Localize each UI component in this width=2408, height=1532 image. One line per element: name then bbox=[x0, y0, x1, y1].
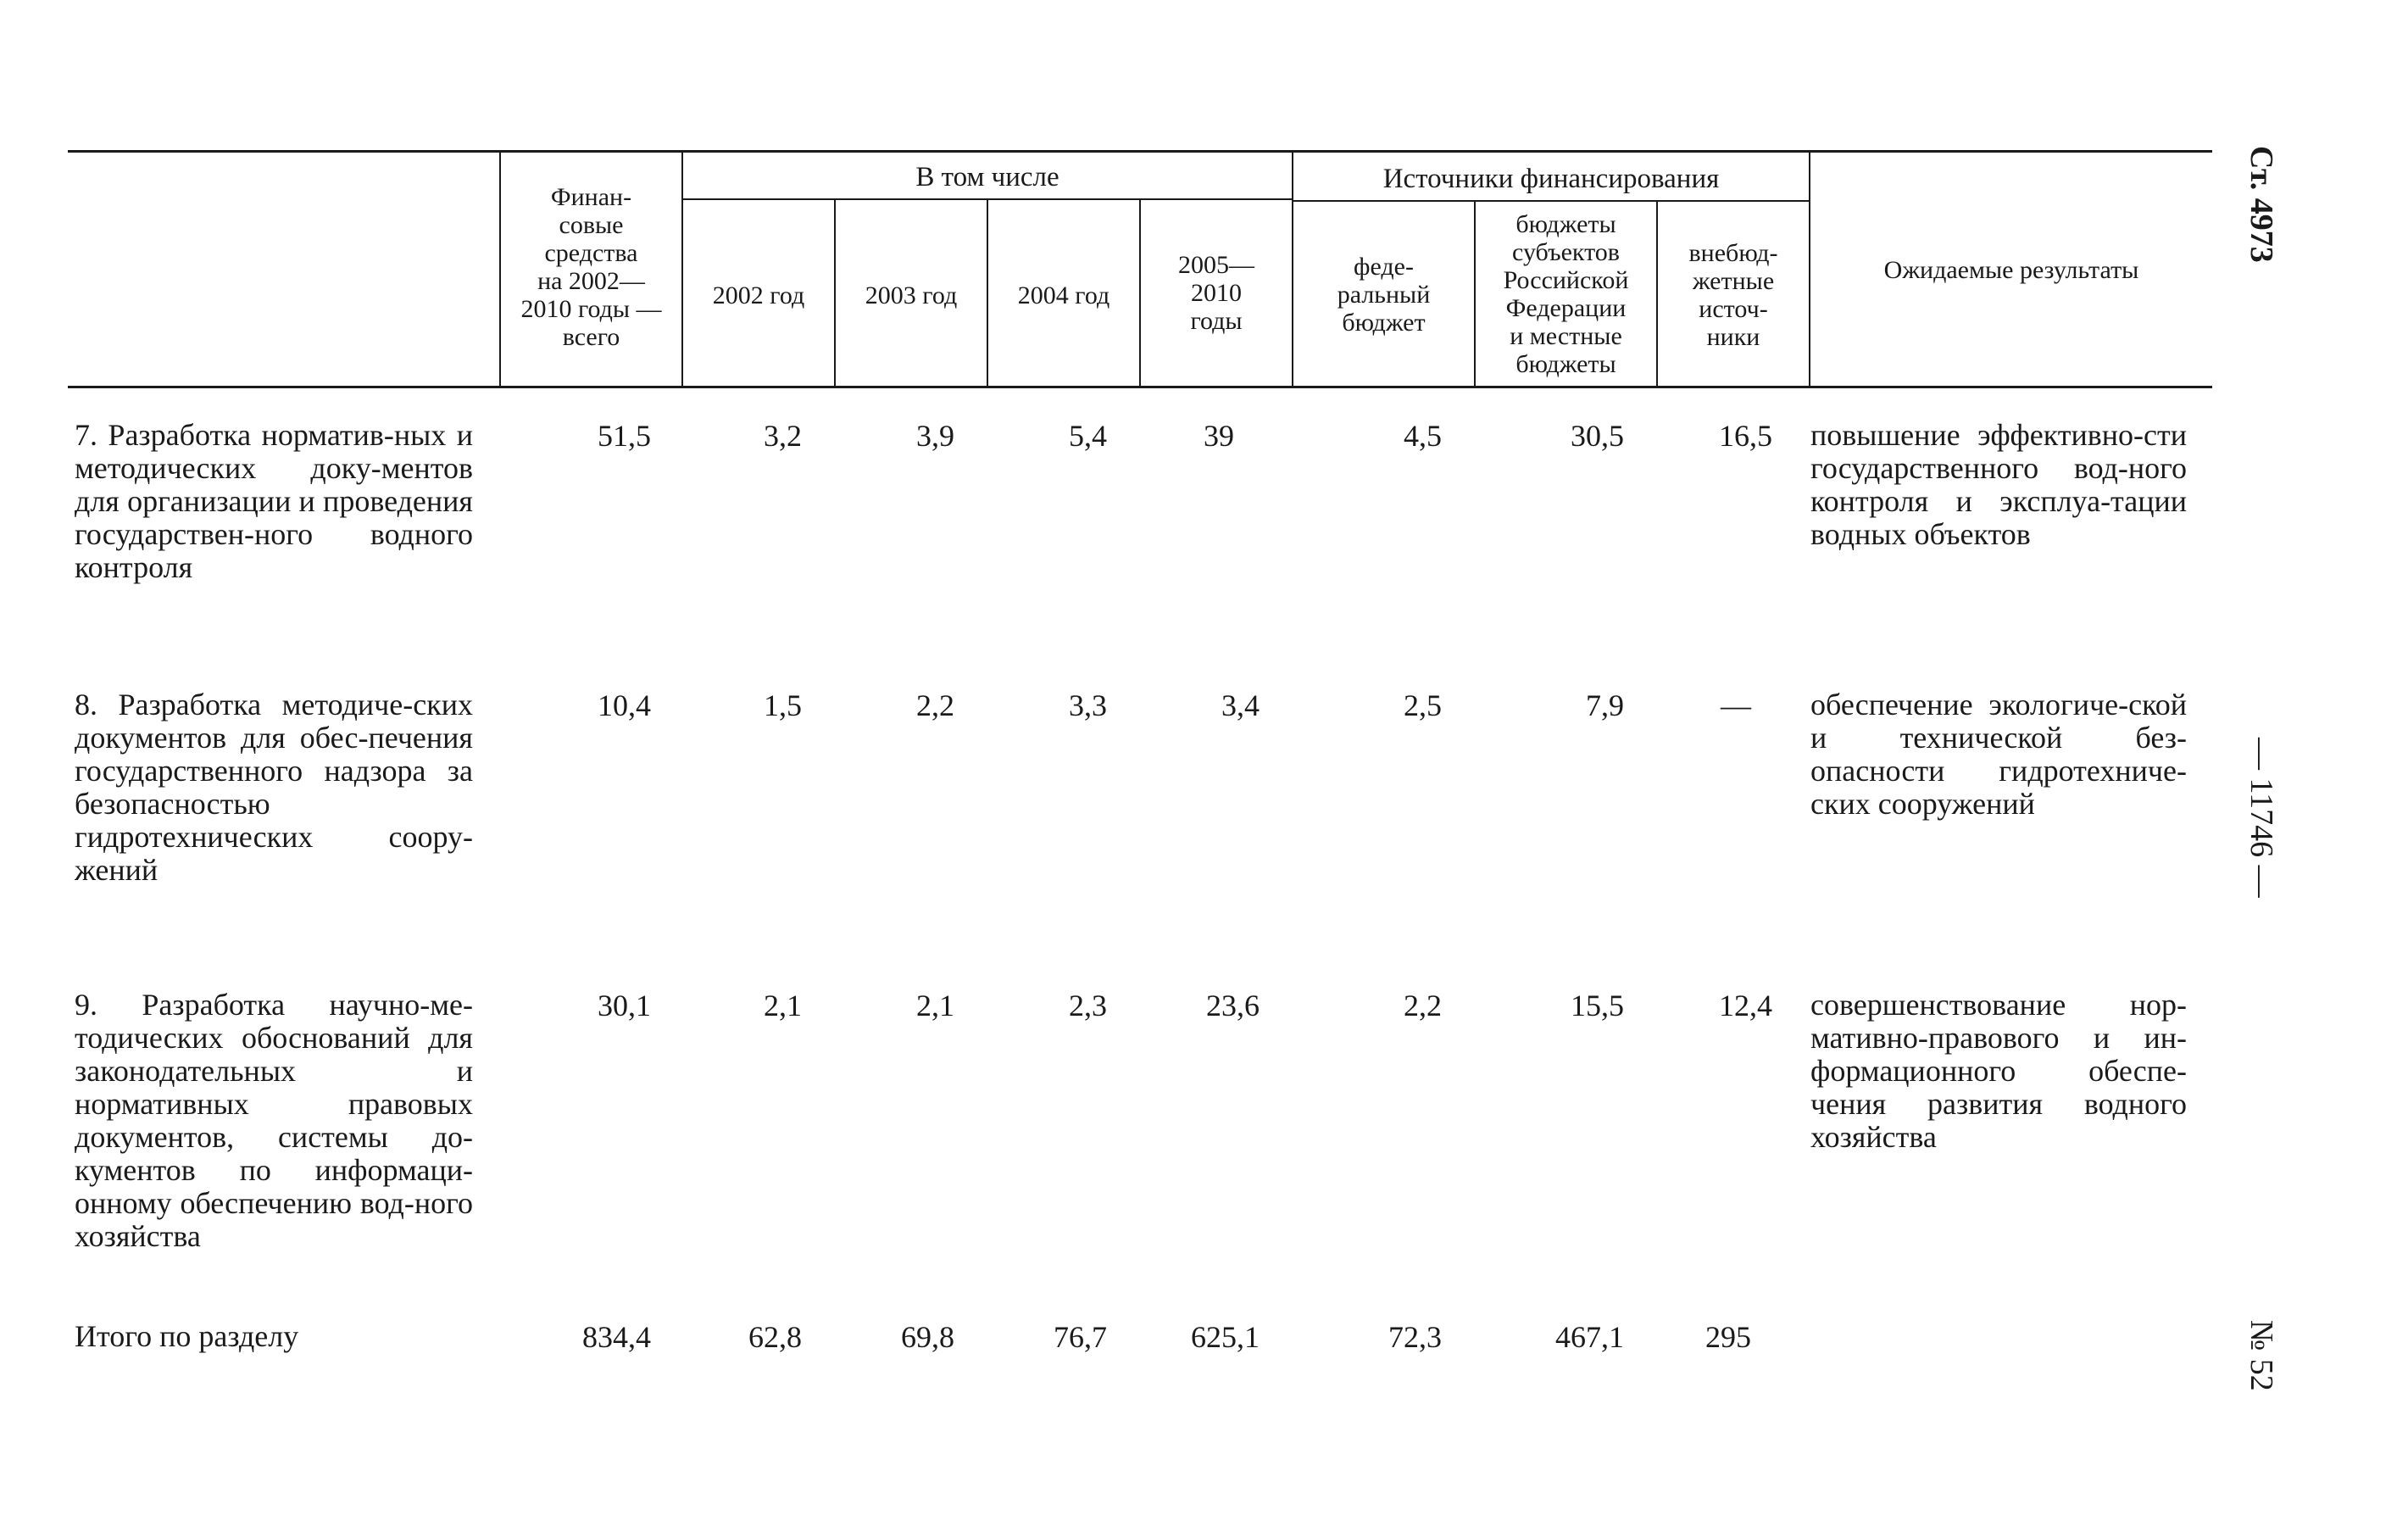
table-top-rule bbox=[68, 150, 2212, 153]
row-9-2005-2010: 23,6 bbox=[1206, 989, 1260, 1022]
row-9-extrabudget: 12,4 bbox=[1719, 989, 1772, 1022]
row-8-item: 8. Разработка методиче-ских документов для обес-печения государственного надзора за безопасностью гидротехнических соору-жений bbox=[75, 688, 473, 887]
header-group-years: В том числе bbox=[915, 162, 1059, 192]
row-9-total: 30,1 bbox=[598, 989, 651, 1022]
header-source-extrabudget: внебюд- жетные источ- ники bbox=[1688, 239, 1778, 351]
header-year-2002: 2002 год bbox=[712, 281, 805, 309]
total-row-label: Итого по разделу bbox=[75, 1319, 299, 1353]
row-8-total: 10,4 bbox=[598, 688, 651, 722]
row-9-federal: 2,2 bbox=[1404, 989, 1442, 1022]
row-8-extrabudget: — bbox=[1721, 688, 1751, 722]
header-group-sources: Источники финансирования bbox=[1382, 164, 1720, 194]
row-8-result: обеспечение экологиче-ской и технической без-опасности гидротехниче-ских сооружений bbox=[1810, 688, 2187, 821]
row-8-2004: 3,3 bbox=[1069, 688, 1107, 722]
margin-doc-number: — 11746 — bbox=[2244, 738, 2279, 898]
total-row-extrabudget: 295 bbox=[1705, 1320, 1751, 1354]
row-8-federal: 2,5 bbox=[1404, 688, 1442, 722]
row-8-2003: 2,2 bbox=[916, 688, 954, 722]
row-7-extrabudget: 16,5 bbox=[1719, 419, 1772, 453]
row-7-2004: 5,4 bbox=[1069, 419, 1107, 453]
row-7-federal: 4,5 bbox=[1404, 419, 1442, 453]
total-row-total: 834,4 bbox=[582, 1320, 651, 1354]
row-9-result: совершенствование нор-мативно-правового и ин-формационного обеспе-чения развития водного хозяйства bbox=[1810, 988, 2187, 1154]
header-year-2004: 2004 год bbox=[1017, 281, 1110, 309]
total-row-regional: 467,1 bbox=[1555, 1320, 1624, 1354]
row-7-2005-2010: 39 bbox=[1204, 419, 1234, 453]
header-year-2005-2010: 2005— 2010 годы bbox=[1178, 251, 1254, 335]
subheader-rule-sources bbox=[1292, 200, 1809, 202]
header-expected-results: Ожидаемые результаты bbox=[1883, 256, 2139, 284]
row-8-2005-2010: 3,4 bbox=[1221, 688, 1260, 722]
row-9-item: 9. Разработка научно-ме-тодических обоснований для законодательных и нормативных правовых документов, системы до-кументов по информаци-онному обеспечению вод-ного хозяйства bbox=[75, 988, 473, 1253]
row-9-2004: 2,3 bbox=[1069, 989, 1107, 1022]
row-8-2002: 1,5 bbox=[764, 688, 802, 722]
row-7-item: 7. Разработка норматив-ных и методических доку-ментов для организации и проведения государствен-ного водного контроля bbox=[75, 418, 473, 584]
total-row-2005-2010: 625,1 bbox=[1191, 1320, 1260, 1354]
header-total-funds: Финан- совые средства на 2002— 2010 годы — всего bbox=[520, 183, 662, 351]
total-row-federal: 72,3 bbox=[1388, 1320, 1442, 1354]
row-7-2002: 3,2 bbox=[764, 419, 802, 453]
margin-page-ref: Ст. 4973 bbox=[2244, 146, 2279, 263]
header-source-regional: бюджеты субъектов Российской Федерации и местные бюджеты bbox=[1503, 210, 1629, 378]
total-row-2003: 69,8 bbox=[901, 1320, 954, 1354]
row-9-regional: 15,5 bbox=[1571, 989, 1624, 1022]
row-7-result: повышение эффективно-сти государственного вод-ного контроля и эксплуа-тации водных объектов bbox=[1810, 418, 2187, 551]
row-9-2003: 2,1 bbox=[916, 989, 954, 1022]
row-7-regional: 30,5 bbox=[1571, 419, 1624, 453]
total-row-2004: 76,7 bbox=[1054, 1320, 1107, 1354]
row-9-2002: 2,1 bbox=[764, 989, 802, 1022]
row-7-total: 51,5 bbox=[598, 419, 651, 453]
total-row-2002: 62,8 bbox=[748, 1320, 802, 1354]
header-source-federal: феде- ральный бюджет bbox=[1337, 253, 1431, 337]
margin-issue-number: № 52 bbox=[2244, 1320, 2279, 1391]
row-7-2003: 3,9 bbox=[916, 419, 954, 453]
header-year-2003: 2003 год bbox=[865, 281, 958, 309]
row-8-regional: 7,9 bbox=[1586, 688, 1624, 722]
